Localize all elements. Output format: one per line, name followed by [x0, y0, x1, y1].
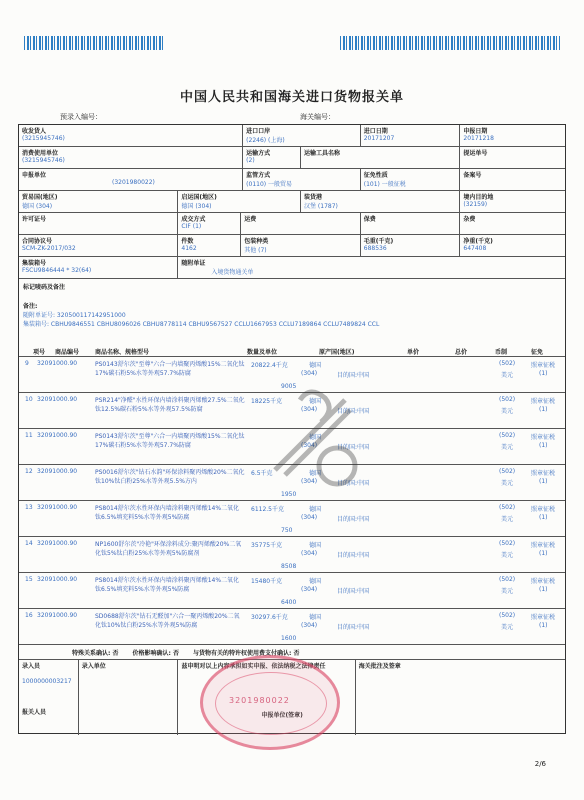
- declaration-text: 兹申明对以上内容承担如实申报、依法纳税之法律责任: [181, 663, 326, 670]
- record-label: 备案号: [463, 172, 482, 179]
- item-origin_code: (304): [301, 586, 318, 593]
- marks-label: 标记唛码及备注: [23, 284, 66, 291]
- cell-declare-date: [460, 125, 565, 146]
- docs-value: 入境货物通关单: [211, 269, 254, 276]
- consumer-label: 消费使用单位: [22, 150, 59, 157]
- remarks-label: 备注:: [23, 303, 38, 310]
- tax-label: 征免性质: [363, 172, 388, 179]
- supervision-label: 监管方式: [246, 172, 271, 179]
- package-label: 包装种类: [244, 238, 269, 245]
- item-desc: PS0143舒尔茨"至尊"六合一内墙聚丙烯酸15%二氧化钛17%碳石粉5%水等外观57.7%防腐: [95, 433, 245, 449]
- item-origin: 德国: [309, 614, 322, 621]
- license-label: 许可证号: [22, 216, 47, 223]
- price-confirm: 价格影响确认: 否: [132, 650, 180, 657]
- item-origin: 德国: [309, 398, 322, 405]
- cell-import-date: [361, 125, 461, 146]
- item-exempt_code: (1): [539, 550, 548, 557]
- items-header-qty: 数量及单位: [247, 349, 278, 356]
- cell-record: [460, 169, 565, 190]
- cell-tax: [361, 169, 461, 190]
- item-exempt: 照章征税: [531, 578, 556, 585]
- items-header: [19, 345, 565, 357]
- item-exempt: 照章征税: [531, 434, 556, 441]
- royalty-confirm: 与货物有关的特许权使用费支付确认: 否: [193, 650, 300, 657]
- item-qty: 15480千克: [251, 578, 283, 585]
- item-cur2: 美元: [501, 624, 514, 631]
- item-origin_code: (304): [301, 622, 318, 629]
- item-weight: 1950: [281, 491, 297, 498]
- container-nos: 集装箱号: CBHU9846551 CBHU8096026 CBHU8778114 CBHU9567527 CCLU1667953 CCLU7189864 CCLU7489824 CCL: [23, 321, 380, 328]
- item-cur: (502): [499, 540, 516, 547]
- cell-misc: [460, 213, 565, 234]
- item-code: 32091000.90: [37, 360, 78, 367]
- item-cur: (502): [499, 468, 516, 475]
- row-contract: [19, 235, 565, 257]
- item-exempt: 照章征税: [531, 362, 556, 369]
- trade-country-label: 贸易国(地区): [22, 194, 58, 201]
- item-desc: PSR214"净醛"水性环保内墙涂料聚丙烯酸27.5%二氧化钛12.5%碳石粉5%水等外观57.5%防腐: [95, 397, 245, 413]
- items-header-code: 商品编号: [55, 349, 80, 356]
- item-exempt_code: (1): [539, 442, 548, 449]
- item-exempt_code: (1): [539, 478, 548, 485]
- cell-insurance: [361, 213, 461, 234]
- item-exempt_code: (1): [539, 406, 548, 413]
- item-cur: (502): [499, 504, 516, 511]
- item-row: [19, 501, 565, 537]
- item-qty: 18225千克: [251, 398, 283, 405]
- page-number: 2/6: [534, 760, 546, 768]
- item-exempt_code: (1): [539, 586, 548, 593]
- row-consumer: [19, 147, 565, 169]
- item-weight: 750: [281, 527, 293, 534]
- items-header-name: 商品名称、规格型号: [95, 349, 150, 356]
- item-origin: 德国: [309, 578, 322, 585]
- item-cur: (502): [499, 360, 516, 367]
- document-title: 中国人民共和国海关进口货物报关单: [179, 90, 404, 105]
- cell-deal-mode: [178, 213, 241, 234]
- cell-freight: [241, 213, 361, 234]
- import-port-label: 进口口岸: [246, 128, 271, 135]
- declare-date-value: 20171218: [463, 135, 494, 142]
- item-qty: 20822.4千克: [251, 362, 288, 369]
- cell-net: [460, 235, 565, 256]
- item-weight: 9005: [281, 383, 297, 390]
- cell-pieces: [178, 235, 241, 256]
- barcode-right: [340, 36, 560, 50]
- contract-value: SCM-ZK-2017/032: [22, 245, 76, 252]
- net-value: 647408: [463, 245, 487, 252]
- origin-country-label: 启运国(地区): [181, 194, 217, 201]
- item-dest: 目的国:中国: [337, 624, 370, 631]
- items-header-total: 总价: [455, 349, 468, 356]
- item-exempt: 照章征税: [531, 614, 556, 621]
- pieces-value: 4162: [181, 245, 197, 252]
- declare-unit-label: 申报单位(签章): [261, 712, 303, 719]
- item-row: [19, 609, 565, 645]
- declarant-value: (3201980022): [112, 179, 155, 186]
- item-exempt_code: (1): [539, 370, 548, 377]
- item-no: 11: [25, 432, 33, 439]
- cell-entry-person: [19, 660, 79, 735]
- freight-label: 运费: [244, 216, 257, 223]
- seal-number: 3201980022: [229, 696, 290, 705]
- cell-customs-note: [356, 660, 565, 735]
- import-date-value: 20171207: [363, 135, 395, 142]
- item-qty: 30297.6千克: [251, 614, 288, 621]
- item-cur: (502): [499, 612, 516, 619]
- items-header-exempt: 征免: [531, 349, 544, 356]
- barcode-left: [24, 36, 164, 50]
- entry-unit-label: 录入单位: [81, 663, 106, 670]
- transport-mode-label: 运输方式: [246, 150, 271, 157]
- cell-declarant: [19, 169, 243, 190]
- item-cur2: 美元: [501, 516, 514, 523]
- item-dest: 目的国:中国: [337, 588, 370, 595]
- customs-no-label: 海关编号：: [300, 113, 335, 121]
- cell-gross: [361, 235, 461, 256]
- item-origin_code: (304): [301, 370, 318, 377]
- supervision-value: (0110) 一般贸易: [246, 181, 293, 188]
- item-no: 14: [25, 540, 33, 547]
- item-cur: (502): [499, 576, 516, 583]
- container-label: 集装箱号: [22, 260, 47, 267]
- declare-date-label: 申报日期: [463, 128, 488, 135]
- cell-package: [241, 235, 361, 256]
- items-header-currency: 币制: [495, 349, 508, 356]
- consumer-value: (3215945746): [22, 157, 65, 164]
- item-qty: 35775千克: [251, 542, 283, 549]
- container-value: FSCU9846444 * 32(64): [22, 267, 92, 274]
- item-no: 12: [25, 468, 33, 475]
- item-origin: 德国: [309, 434, 322, 441]
- pieces-label: 件数: [181, 238, 194, 245]
- declare-person-label: 报关人员: [22, 709, 47, 716]
- package-value: 其他 (7): [244, 247, 267, 254]
- consignee-value: (3215945746): [22, 135, 65, 142]
- transport-tool-label: 运输工具名称: [303, 150, 340, 157]
- item-desc: PS8014舒尔茨水性环保内墙涂料聚丙烯酸14%二氧化钛6.5%填充料5%水等外观5%防腐: [95, 505, 240, 521]
- related-docs: 随附单证号: 320500117142951000: [23, 312, 126, 319]
- item-desc: PS0143舒尔茨"至尊"六合一内墙聚丙烯酸15%二氧化钛17%碳石粉5%水等外观57.7%防腐: [95, 361, 245, 377]
- deal-mode-value: CIF (1): [181, 223, 202, 230]
- item-origin_code: (304): [301, 442, 318, 449]
- item-exempt: 照章征税: [531, 470, 556, 477]
- item-origin_code: (304): [301, 550, 318, 557]
- item-no: 13: [25, 504, 33, 511]
- consignee-label: 收发货人: [22, 128, 47, 135]
- entry-person-label: 录入员: [22, 663, 41, 670]
- item-cur2: 美元: [501, 444, 514, 451]
- item-code: 32091000.90: [37, 432, 78, 439]
- item-cur: (502): [499, 432, 516, 439]
- item-exempt: 照章征税: [531, 398, 556, 405]
- item-origin: 德国: [309, 470, 322, 477]
- item-origin_code: (304): [301, 478, 318, 485]
- item-code: 32091000.90: [37, 504, 78, 511]
- item-code: 32091000.90: [37, 612, 78, 619]
- bill-label: 提运单号: [463, 150, 488, 157]
- item-code: 32091000.90: [37, 540, 78, 547]
- cell-consumer: [19, 147, 243, 168]
- item-row: [19, 573, 565, 609]
- item-desc: PS8014舒尔茨水性环保内墙涂料聚丙烯酸14%二氧化钛6.5%填充料5%水等外观5%防腐: [95, 577, 240, 593]
- docs-label: 随附单证: [181, 260, 206, 267]
- item-qty: 6112.5千克: [251, 506, 284, 513]
- dest-label: 境内目的地: [463, 194, 494, 201]
- item-cur: (502): [499, 396, 516, 403]
- item-origin: 德国: [309, 542, 322, 549]
- port-label: 装货港: [303, 194, 322, 201]
- items-header-origin: 原产国(地区): [319, 349, 355, 356]
- cell-license: [19, 213, 178, 234]
- item-exempt: 照章征税: [531, 542, 556, 549]
- origin-country-value: 德国 (304): [181, 203, 212, 210]
- row-consignee: [19, 125, 565, 147]
- customs-note-label: 海关批注及签章: [358, 663, 401, 670]
- item-cur2: 美元: [501, 552, 514, 559]
- item-dest: 目的国:中国: [337, 408, 370, 415]
- cell-transport-mode: [243, 147, 301, 168]
- item-dest: 目的国:中国: [337, 372, 370, 379]
- item-origin_code: (304): [301, 406, 318, 413]
- item-code: 32091000.90: [37, 396, 78, 403]
- gross-value: 688536: [363, 245, 387, 252]
- cell-contract: [19, 235, 178, 256]
- item-origin: 德国: [309, 362, 322, 369]
- deal-mode-label: 成交方式: [181, 216, 206, 223]
- item-cur2: 美元: [501, 480, 514, 487]
- misc-label: 杂费: [463, 216, 476, 223]
- item-row: [19, 537, 565, 573]
- customs-emblem-watermark: [255, 380, 365, 490]
- item-exempt: 照章征税: [531, 506, 556, 513]
- cell-trade-country: [19, 191, 178, 212]
- cell-origin-country: [178, 191, 301, 212]
- item-weight: 6400: [281, 599, 297, 606]
- item-desc: SD0688舒尔茨"钻石无醛加"六合一聚丙烯酸20%二氧化钛10%钛白粉25%水等外观5%防腐: [95, 613, 240, 629]
- row-license: [19, 213, 565, 235]
- item-qty: 6.5千克: [251, 470, 273, 477]
- item-origin: 德国: [309, 506, 322, 513]
- item-no: 10: [25, 396, 33, 403]
- item-dest: 目的国:中国: [337, 516, 370, 523]
- item-origin_code: (304): [301, 514, 318, 521]
- items-header-price: 单价: [407, 349, 420, 356]
- row-declarant: [19, 169, 565, 191]
- contract-label: 合同协议号: [22, 238, 53, 245]
- cell-bill: [460, 147, 565, 168]
- cell-import-port: [243, 125, 361, 146]
- cell-consignee: [19, 125, 243, 146]
- port-value: 汉堡 (1787): [303, 203, 338, 210]
- entry-code: 1000000003217: [22, 678, 72, 685]
- item-exempt_code: (1): [539, 622, 548, 629]
- cell-container: [19, 257, 178, 278]
- cell-entry-unit: [79, 660, 179, 735]
- row-container: [19, 257, 565, 279]
- item-weight: 8508: [281, 563, 297, 570]
- item-cur2: 美元: [501, 372, 514, 379]
- row-countries: [19, 191, 565, 213]
- item-cur2: 美元: [501, 408, 514, 415]
- cell-docs: [178, 257, 565, 278]
- trade-country-value: 德国 (304): [22, 203, 53, 210]
- transport-mode-value: (2): [246, 157, 255, 164]
- company-seal-stamp: [200, 655, 340, 750]
- dest-value: (32159): [463, 201, 488, 208]
- item-no: 15: [25, 576, 33, 583]
- item-desc: NP1600舒尔茨"冷艳"环保涂料成分:聚丙烯酸20%二氧化钛5%钛白粉25%水等外观5%防腐剂: [95, 541, 242, 557]
- item-code: 32091000.90: [37, 576, 78, 583]
- item-dest: 目的国:中国: [337, 480, 370, 487]
- item-code: 32091000.90: [37, 468, 78, 475]
- item-dest: 目的国:中国: [337, 552, 370, 559]
- item-no: 16: [25, 612, 33, 619]
- item-desc: PS0016舒尔茨"钻石水韵"环保涂料聚丙烯酸20%二氧化钛10%钛白粉25%水等外观5.5%方内: [95, 469, 245, 485]
- cell-supervision: [243, 169, 361, 190]
- import-port-value: (2246) (上海): [246, 137, 285, 144]
- cell-port: [301, 191, 460, 212]
- declarant-label: 申报单位: [22, 172, 47, 179]
- prerecord-label: 预录入编号：: [60, 113, 102, 121]
- item-dest: 目的国:中国: [337, 444, 370, 451]
- items-header-no: 项号: [33, 349, 46, 356]
- cell-transport-tool: [301, 147, 460, 168]
- tax-value: (101) 一般征税: [363, 181, 406, 188]
- item-no: 9: [25, 360, 29, 367]
- gross-label: 毛重(千克): [363, 238, 394, 245]
- import-date-label: 进口日期: [363, 128, 388, 135]
- item-cur2: 美元: [501, 588, 514, 595]
- item-weight: 1600: [281, 635, 297, 642]
- item-exempt_code: (1): [539, 514, 548, 521]
- net-label: 净重(千克): [463, 238, 493, 245]
- cell-dest: [460, 191, 565, 212]
- special-confirm: 特殊关系确认: 否: [72, 650, 119, 657]
- insurance-label: 保费: [363, 216, 376, 223]
